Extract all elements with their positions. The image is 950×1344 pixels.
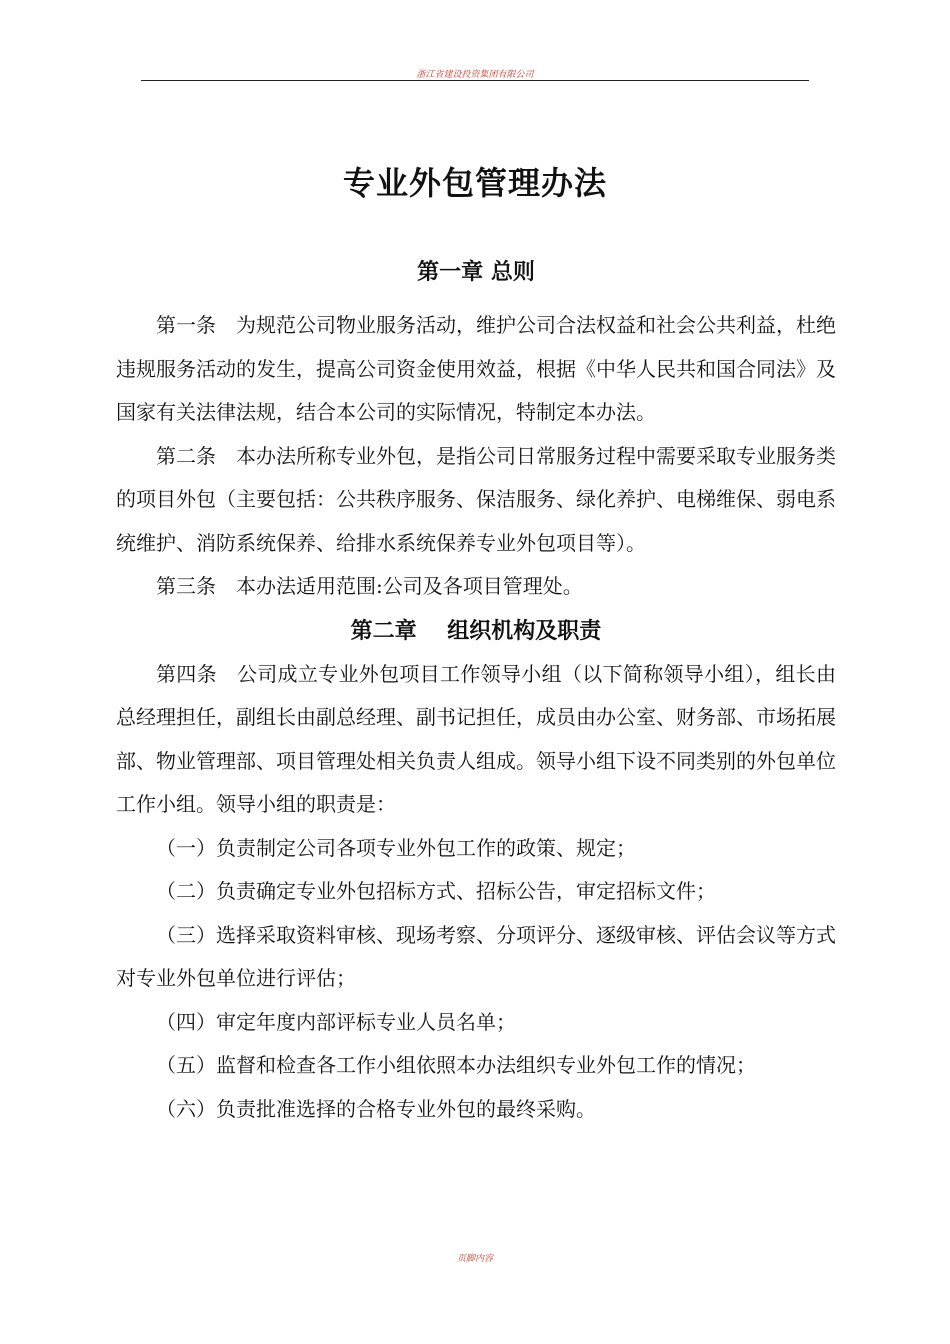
article-4: [116, 653, 836, 827]
article-1: [116, 304, 836, 435]
header-company-name: 浙江省建设投资集团有限公司: [416, 70, 534, 80]
list-item: （四）审定年度内部评标专业人员名单；: [156, 1009, 516, 1034]
chapter-1-heading: 第一章 总则: [417, 259, 535, 285]
header-rule: [141, 80, 809, 81]
article-text: 本办法所称专业外包，是指公司日常服务过程中需要采取专业服务类的项目外包（主要包括：公共秩序服务、保洁服务、绿化养护、电梯维保、弱电系统维护、消防系统保养、给排水系统保养专业外包项目等）。: [116, 443, 836, 555]
page-footer: 页脚内容: [456, 1254, 493, 1264]
article-2: [116, 435, 836, 566]
list-item: （一）负责制定公司各项专业外包工作的政策、规定；: [156, 835, 636, 860]
article-text: 公司成立专业外包项目工作领导小组（以下简称领导小组），组长由总经理担任，副组长由副总经理、副书记担任，成员由办公室、财务部、市场拓展部、物业管理部、项目管理处相关负责人组成。领导小组下设不同类别的外包单位工作小组。领导小组的职责是：: [116, 661, 836, 816]
article-number: 第一条: [156, 313, 216, 337]
article-number: 第二条: [156, 443, 216, 468]
list-item: （三）选择采取资料审核、现场考察、分项评分、逐级审核、评估会议等方式对专业外包单位进行评估；: [116, 922, 836, 990]
article-text: 为规范公司物业服务活动，维护公司合法权益和社会公共利益，杜绝违规服务活动的发生，提高公司资金使用效益，根据《中华人民共和国合同法》及国家有关法律法规，结合本公司的实际情况，特制定本办法。: [116, 313, 836, 424]
article-number: 第四条: [156, 661, 217, 686]
list-item: （二）负责确定专业外包招标方式、招标公告，审定招标文件；: [156, 879, 716, 903]
list-item: （六）负责批准选择的合格专业外包的最终采购。: [156, 1096, 596, 1121]
document-body: [116, 250, 836, 1131]
list-item: （五）监督和检查各工作小组依照本办法组织专业外包工作的情况；: [156, 1053, 756, 1077]
article-text: 本办法适用范围:公司及各项目管理处。: [236, 574, 583, 598]
document-title: 专业外包管理办法: [342, 164, 607, 202]
article-number: 第三条: [156, 574, 216, 598]
article-3: [116, 565, 836, 609]
chapter-2-heading: 第二章 组织机构及职责: [350, 617, 602, 644]
